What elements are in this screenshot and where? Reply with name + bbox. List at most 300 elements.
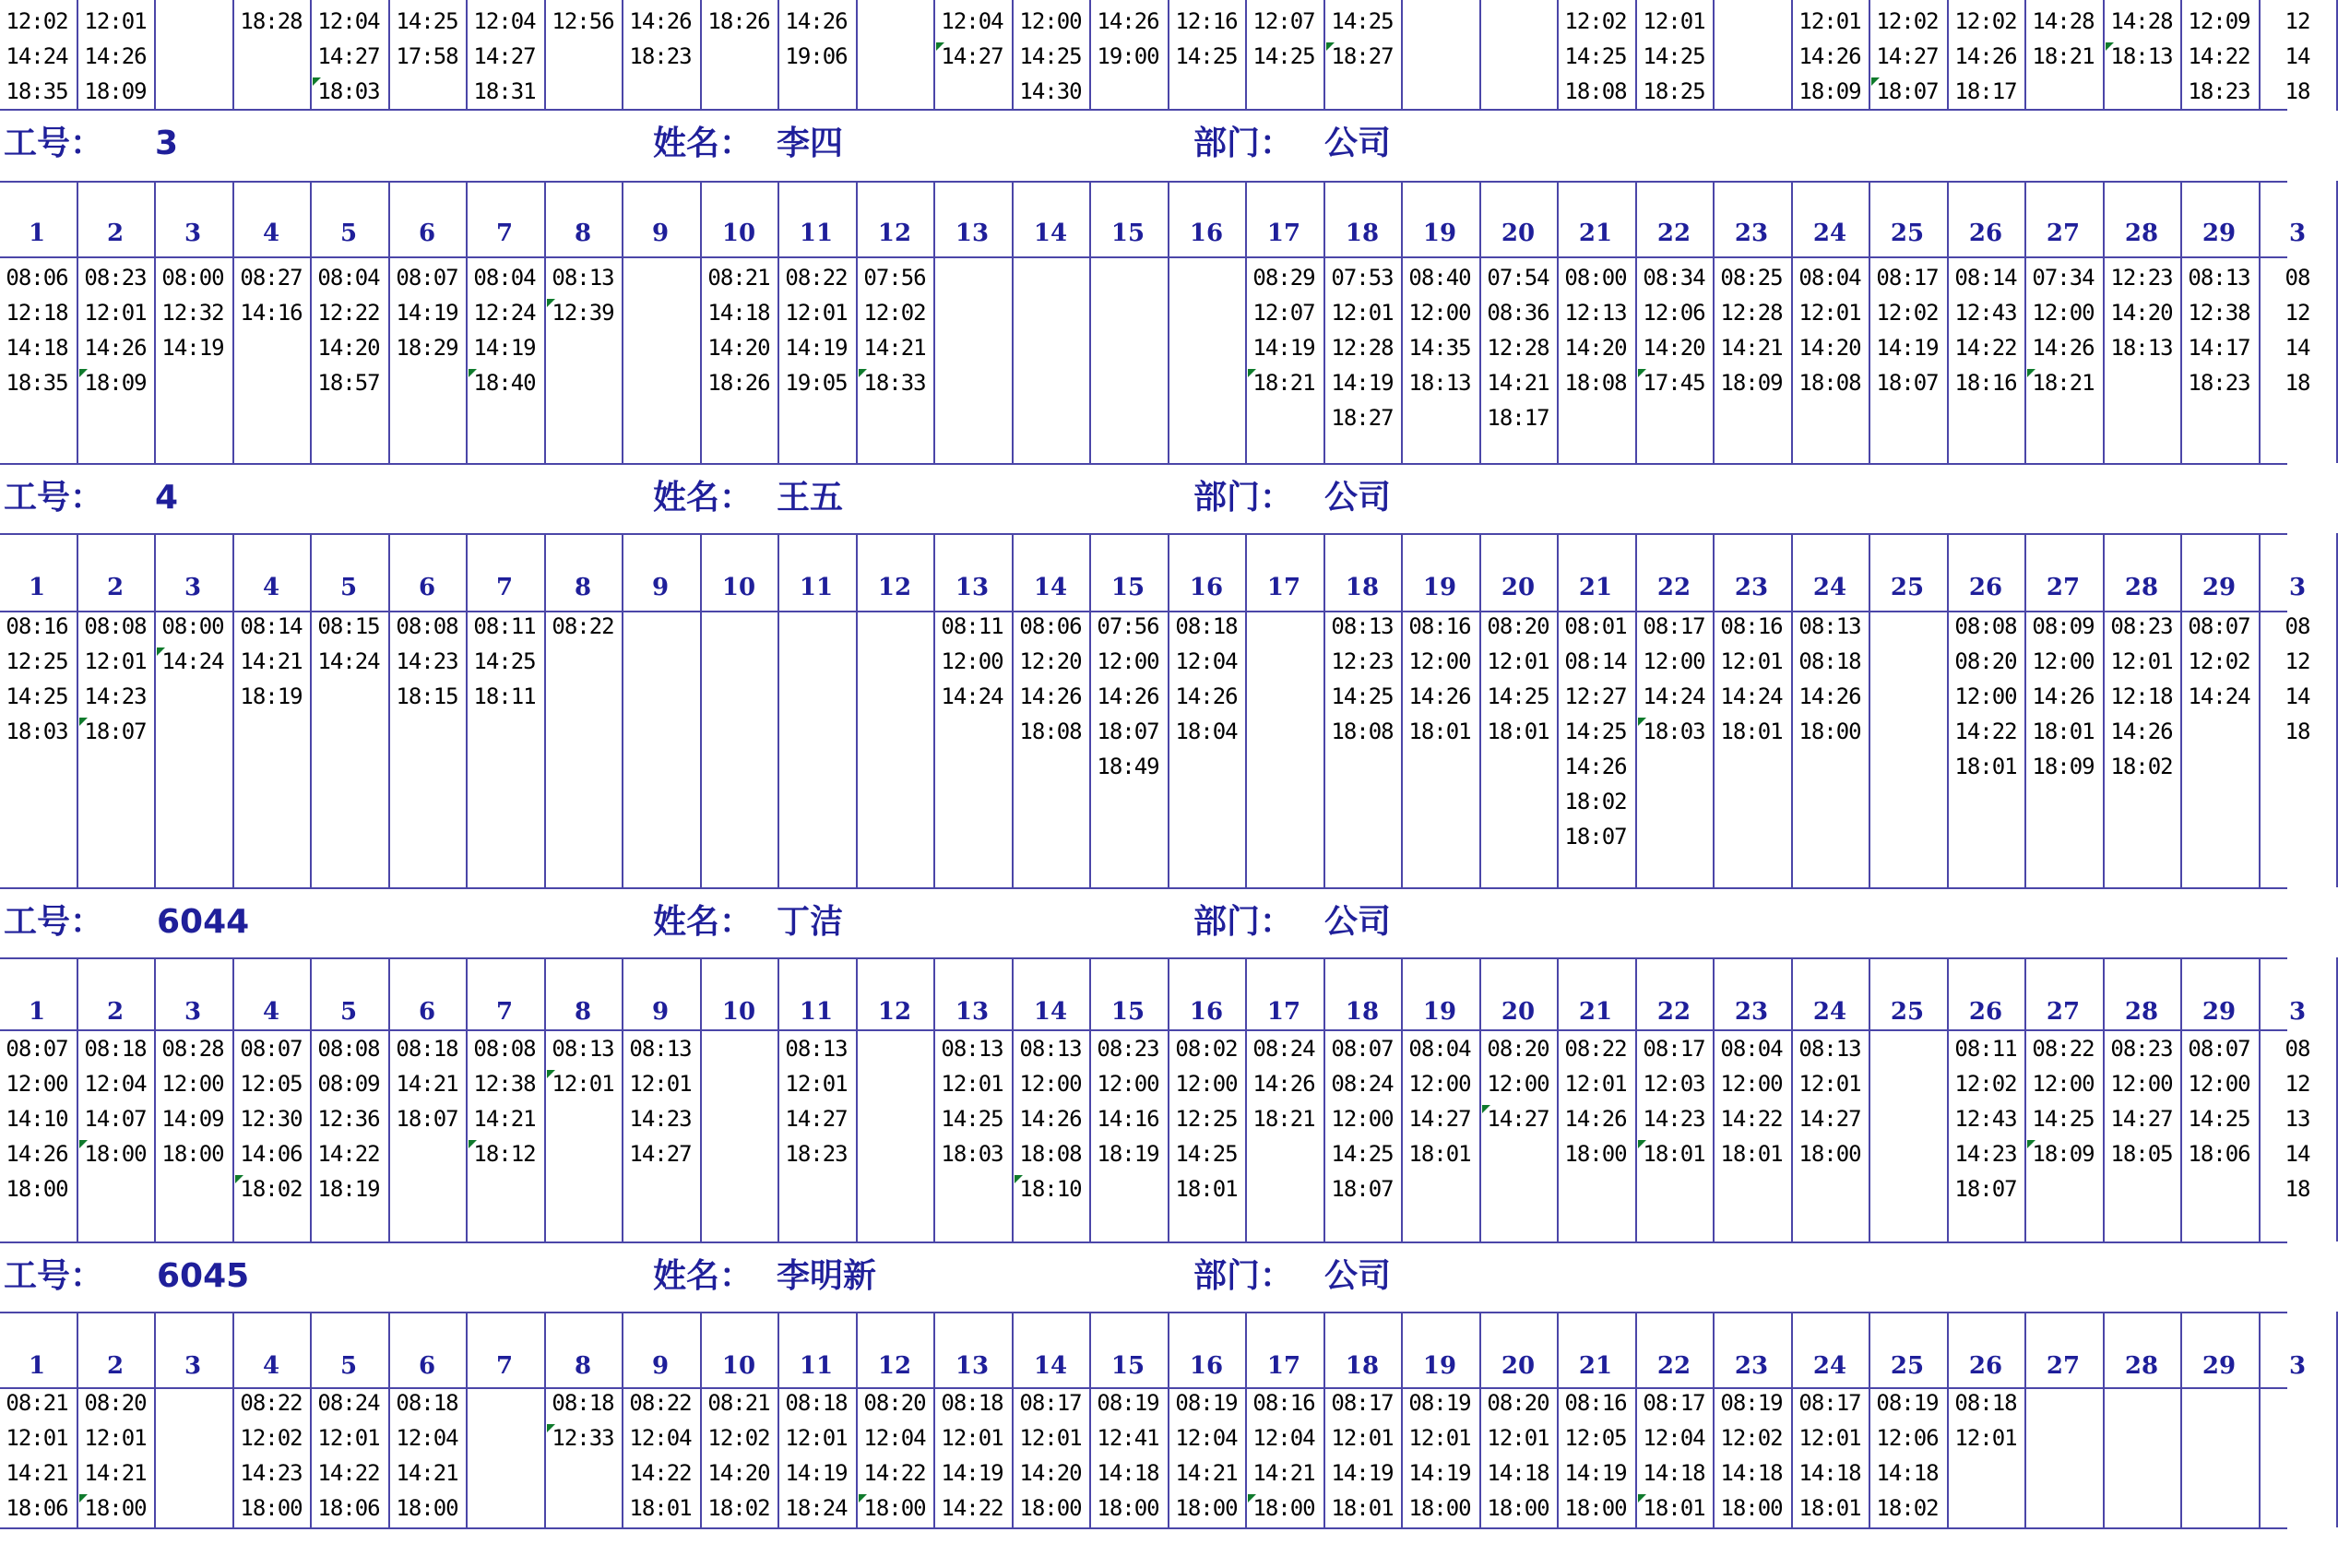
day-number: 23 bbox=[1734, 574, 1769, 601]
punch-day-5: 08:24 12:01 14:22 18:06 bbox=[317, 1390, 380, 1521]
punch-day-29: 08:07 12:00 14:25 18:06 bbox=[2188, 1036, 2250, 1167]
employee-id: 6044 bbox=[157, 903, 250, 941]
punch-day-1: 08:07 12:00 14:10 14:26 18:00 bbox=[6, 1036, 68, 1202]
punch-day-10: 08:21 12:02 14:20 18:02 bbox=[707, 1390, 770, 1521]
punch-day-22: 08:34 12:06 14:20 17:45 bbox=[1643, 265, 1705, 396]
punch-day-15: 08:23 12:00 14:16 18:19 bbox=[1097, 1036, 1159, 1167]
top-row-day-13: 12:04 14:27 bbox=[941, 8, 1003, 69]
employee-id: 3 bbox=[155, 125, 179, 162]
department-label: 部门： bbox=[1193, 1257, 1294, 1295]
day-number: 19 bbox=[1422, 574, 1457, 601]
day-number: 3 bbox=[184, 220, 202, 247]
divider-header-bottom bbox=[0, 957, 2287, 959]
day-number: 28 bbox=[2124, 1352, 2159, 1380]
day-number: 11 bbox=[799, 574, 834, 601]
top-row-day-24: 12:01 14:26 18:09 bbox=[1798, 8, 1861, 104]
day-number: 2 bbox=[106, 220, 125, 247]
note-marker bbox=[1638, 718, 1646, 726]
day-number: 15 bbox=[1110, 1352, 1145, 1380]
punch-day-11: 08:22 12:01 14:19 19:05 bbox=[785, 265, 848, 396]
day-number: 12 bbox=[877, 574, 912, 601]
day-number: 14 bbox=[1033, 220, 1068, 247]
day-number: 14 bbox=[1033, 574, 1068, 601]
punch-day-19: 08:40 12:00 14:35 18:13 bbox=[1408, 265, 1471, 396]
punch-day-10: 08:21 14:18 14:20 18:26 bbox=[707, 265, 770, 396]
punch-day-9: 08:22 12:04 14:22 18:01 bbox=[629, 1390, 692, 1521]
grid-line-block-3 bbox=[2180, 1312, 2182, 1527]
day-number: 20 bbox=[1501, 220, 1536, 247]
punch-day-6: 08:18 14:21 18:07 bbox=[396, 1036, 458, 1132]
note-marker bbox=[859, 369, 867, 377]
day-number: 8 bbox=[574, 220, 592, 247]
employee-id-label: 工号： bbox=[4, 479, 104, 517]
day-number: 29 bbox=[2202, 574, 2237, 601]
top-row-day-14: 12:00 14:25 14:30 bbox=[1019, 8, 1082, 104]
department-name: 公司 bbox=[1324, 479, 1392, 517]
day-number: 18 bbox=[1345, 220, 1380, 247]
punch-day-25: 08:19 12:06 14:18 18:02 bbox=[1876, 1390, 1939, 1521]
note-marker bbox=[859, 1494, 867, 1503]
top-row-day-29: 12:09 14:22 18:23 bbox=[2188, 8, 2250, 104]
day-number: 7 bbox=[495, 574, 514, 601]
punch-day-14: 08:17 12:01 14:20 18:00 bbox=[1019, 1390, 1082, 1521]
day-number: 24 bbox=[1812, 220, 1847, 247]
note-marker bbox=[79, 369, 88, 377]
day-number: 9 bbox=[651, 220, 670, 247]
top-row-day-9: 14:26 18:23 bbox=[629, 8, 692, 69]
grid-line-top bbox=[154, 0, 156, 111]
employee-name: 李明新 bbox=[777, 1257, 877, 1295]
day-number: 27 bbox=[2046, 998, 2081, 1026]
punch-day-18: 07:53 12:01 12:28 14:19 18:27 bbox=[1331, 265, 1394, 431]
day-number: 15 bbox=[1110, 998, 1145, 1026]
punch-day-25: 08:17 12:02 14:19 18:07 bbox=[1876, 265, 1939, 396]
day-number: 3 bbox=[184, 998, 202, 1026]
day-number: 22 bbox=[1656, 998, 1691, 1026]
punch-day-2: 08:23 12:01 14:26 18:09 bbox=[84, 265, 147, 396]
punch-day-20: 08:20 12:00 14:27 bbox=[1487, 1036, 1549, 1132]
punch-day-17: 08:24 14:26 18:21 bbox=[1252, 1036, 1315, 1132]
day-number: 16 bbox=[1189, 998, 1224, 1026]
top-row-day-7: 12:04 14:27 18:31 bbox=[473, 8, 536, 104]
note-marker bbox=[1248, 369, 1256, 377]
punch-day-7: 08:08 12:38 14:21 18:12 bbox=[473, 1036, 536, 1167]
day-number: 27 bbox=[2046, 220, 2081, 247]
day-number: 12 bbox=[877, 220, 912, 247]
day-number: 19 bbox=[1422, 1352, 1457, 1380]
day-number: 29 bbox=[2202, 998, 2237, 1026]
divider-block-end bbox=[0, 1241, 2287, 1243]
employee-name: 李四 bbox=[777, 125, 844, 162]
day-number: 24 bbox=[1812, 998, 1847, 1026]
day-number: 12 bbox=[877, 1352, 912, 1380]
day-number: 19 bbox=[1422, 220, 1457, 247]
day-number: 17 bbox=[1266, 220, 1301, 247]
note-marker bbox=[469, 369, 477, 377]
punch-day-7: 08:04 12:24 14:19 18:40 bbox=[473, 265, 536, 396]
punch-day-11: 08:18 12:01 14:19 18:24 bbox=[785, 1390, 848, 1521]
day-number: 25 bbox=[1890, 998, 1925, 1026]
day-number: 23 bbox=[1734, 220, 1769, 247]
grid-line-top bbox=[1479, 0, 1481, 111]
grid-line-top bbox=[1713, 0, 1715, 111]
employee-id: 4 bbox=[155, 479, 179, 517]
punch-day-28: 08:23 12:00 14:27 18:05 bbox=[2110, 1036, 2173, 1167]
punch-day-5: 08:15 14:24 bbox=[317, 613, 380, 674]
day-number: 7 bbox=[495, 1352, 514, 1380]
employee-name-label: 姓名： bbox=[653, 479, 754, 517]
top-row-day-17: 12:07 14:25 bbox=[1252, 8, 1315, 69]
top-row-day-22: 12:01 14:25 18:25 bbox=[1643, 8, 1705, 104]
day-number: 3 bbox=[2288, 998, 2307, 1026]
punch-day-2: 08:08 12:01 14:23 18:07 bbox=[84, 613, 147, 744]
punch-day-8: 08:13 12:01 bbox=[552, 1036, 614, 1097]
day-number: 25 bbox=[1890, 220, 1925, 247]
punch-day-24: 08:17 12:01 14:18 18:01 bbox=[1798, 1390, 1861, 1521]
employee-name-label: 姓名： bbox=[653, 1257, 754, 1295]
day-number: 10 bbox=[721, 220, 756, 247]
top-row-day-27: 14:28 18:21 bbox=[2032, 8, 2095, 69]
day-number: 4 bbox=[262, 1352, 280, 1380]
day-number: 9 bbox=[651, 998, 670, 1026]
punch-day-24: 08:04 12:01 14:20 18:08 bbox=[1798, 265, 1861, 396]
day-number: 9 bbox=[651, 1352, 670, 1380]
punch-day-14: 08:13 12:00 14:26 18:08 18:10 bbox=[1019, 1036, 1082, 1202]
day-number: 22 bbox=[1656, 220, 1691, 247]
top-row-day-16: 12:16 14:25 bbox=[1175, 8, 1238, 69]
note-marker bbox=[547, 1070, 555, 1078]
punch-day-8: 08:13 12:39 bbox=[552, 265, 614, 326]
employee-id: 6045 bbox=[157, 1257, 250, 1295]
day-number: 3 bbox=[2288, 220, 2307, 247]
day-number: 26 bbox=[1968, 1352, 2003, 1380]
grid-line-top bbox=[856, 0, 858, 111]
punch-day-12: 07:56 12:02 14:21 18:33 bbox=[863, 265, 926, 396]
divider-day-row-bottom bbox=[0, 256, 2287, 258]
employee-id-label: 工号： bbox=[4, 1257, 104, 1295]
punch-day-1: 08:16 12:25 14:25 18:03 bbox=[6, 613, 68, 744]
department-name: 公司 bbox=[1324, 125, 1392, 162]
punch-day-19: 08:19 12:01 14:19 18:00 bbox=[1408, 1390, 1471, 1521]
day-number: 3 bbox=[184, 574, 202, 601]
punch-day-4: 08:22 12:02 14:23 18:00 bbox=[240, 1390, 303, 1521]
day-number: 20 bbox=[1501, 574, 1536, 601]
punch-day-2: 08:20 12:01 14:21 18:00 bbox=[84, 1390, 147, 1521]
day-number: 1 bbox=[28, 220, 46, 247]
note-marker bbox=[1638, 1140, 1646, 1148]
day-number: 26 bbox=[1968, 574, 2003, 601]
day-number: 10 bbox=[721, 574, 756, 601]
day-number: 18 bbox=[1345, 998, 1380, 1026]
punch-day-23: 08:19 12:02 14:18 18:00 bbox=[1720, 1390, 1783, 1521]
punch-day-26: 08:14 12:43 14:22 18:16 bbox=[1954, 265, 2017, 396]
punch-day-8: 08:22 bbox=[552, 613, 614, 639]
day-number: 4 bbox=[262, 220, 280, 247]
day-number: 20 bbox=[1501, 998, 1536, 1026]
day-number: 21 bbox=[1578, 574, 1613, 601]
punch-day-13: 08:11 12:00 14:24 bbox=[941, 613, 1003, 709]
day-number: 25 bbox=[1890, 1352, 1925, 1380]
note-marker bbox=[1015, 1175, 1023, 1183]
day-number: 7 bbox=[495, 220, 514, 247]
top-row-day-4: 18:28 bbox=[240, 8, 303, 34]
top-row-day-18: 14:25 18:27 bbox=[1331, 8, 1394, 69]
punch-day-30: 08 12 14 18 bbox=[2285, 613, 2310, 744]
punch-day-6: 08:08 14:23 18:15 bbox=[396, 613, 458, 709]
punch-day-22: 08:17 12:04 14:18 18:01 bbox=[1643, 1390, 1705, 1521]
day-number: 16 bbox=[1189, 220, 1224, 247]
top-row-day-6: 14:25 17:58 bbox=[396, 8, 458, 69]
punch-day-30: 08 12 14 18 bbox=[2285, 265, 2310, 396]
top-row-day-5: 12:04 14:27 18:03 bbox=[317, 8, 380, 104]
punch-day-20: 08:20 12:01 14:25 18:01 bbox=[1487, 613, 1549, 744]
top-row-day-15: 14:26 19:00 bbox=[1097, 8, 1159, 69]
employee-id-label: 工号： bbox=[4, 903, 104, 941]
punch-day-27: 07:34 12:00 14:26 18:21 bbox=[2032, 265, 2095, 396]
top-row-day-25: 12:02 14:27 18:07 bbox=[1876, 8, 1939, 104]
note-marker bbox=[1871, 77, 1880, 86]
punch-day-18: 08:07 08:24 12:00 14:25 18:07 bbox=[1331, 1036, 1394, 1202]
punch-day-15: 08:19 12:41 14:18 18:00 bbox=[1097, 1390, 1159, 1521]
day-number: 2 bbox=[106, 1352, 125, 1380]
day-number: 10 bbox=[721, 1352, 756, 1380]
day-number: 5 bbox=[339, 1352, 358, 1380]
punch-day-19: 08:04 12:00 14:27 18:01 bbox=[1408, 1036, 1471, 1167]
day-number: 8 bbox=[574, 998, 592, 1026]
note-marker bbox=[2027, 1140, 2035, 1148]
punch-day-13: 08:13 12:01 14:25 18:03 bbox=[941, 1036, 1003, 1167]
punch-day-18: 08:13 12:23 14:25 18:08 bbox=[1331, 613, 1394, 744]
punch-day-24: 08:13 12:01 14:27 18:00 bbox=[1798, 1036, 1861, 1167]
divider-header-bottom bbox=[0, 1312, 2287, 1313]
day-number: 1 bbox=[28, 574, 46, 601]
punch-day-28: 08:23 12:01 12:18 14:26 18:02 bbox=[2110, 613, 2173, 779]
note-marker bbox=[79, 1140, 88, 1148]
punch-day-14: 08:06 12:20 14:26 18:08 bbox=[1019, 613, 1082, 744]
punch-day-27: 08:09 12:00 14:26 18:01 18:09 bbox=[2032, 613, 2095, 779]
day-number: 13 bbox=[955, 1352, 990, 1380]
day-number: 24 bbox=[1812, 574, 1847, 601]
note-marker bbox=[79, 1494, 88, 1503]
department-label: 部门： bbox=[1193, 479, 1294, 517]
day-number: 5 bbox=[339, 220, 358, 247]
day-number: 23 bbox=[1734, 1352, 1769, 1380]
top-row-day-21: 12:02 14:25 18:08 bbox=[1564, 8, 1627, 104]
divider-block-end bbox=[0, 887, 2287, 889]
punch-day-12: 08:20 12:04 14:22 18:00 bbox=[863, 1390, 926, 1521]
day-number: 18 bbox=[1345, 574, 1380, 601]
day-number: 27 bbox=[2046, 1352, 2081, 1380]
day-number: 29 bbox=[2202, 220, 2237, 247]
day-number: 8 bbox=[574, 1352, 592, 1380]
note-marker bbox=[936, 42, 944, 51]
grid-line-block-3 bbox=[466, 1312, 468, 1527]
grid-line-block-3 bbox=[2259, 1312, 2261, 1527]
department-name: 公司 bbox=[1324, 1257, 1392, 1295]
day-number: 15 bbox=[1110, 220, 1145, 247]
punch-day-27: 08:22 12:00 14:25 18:09 bbox=[2032, 1036, 2095, 1167]
punch-day-22: 08:17 12:00 14:24 18:03 bbox=[1643, 613, 1705, 744]
top-row-day-10: 18:26 bbox=[707, 8, 770, 34]
day-number: 11 bbox=[799, 998, 834, 1026]
day-number: 1 bbox=[28, 1352, 46, 1380]
day-number: 10 bbox=[721, 998, 756, 1026]
punch-day-19: 08:16 12:00 14:26 18:01 bbox=[1408, 613, 1471, 744]
day-number: 13 bbox=[955, 574, 990, 601]
day-number: 28 bbox=[2124, 998, 2159, 1026]
department-label: 部门： bbox=[1193, 903, 1294, 941]
punch-day-23: 08:25 12:28 14:21 18:09 bbox=[1720, 265, 1783, 396]
punch-day-15: 07:56 12:00 14:26 18:07 18:49 bbox=[1097, 613, 1159, 779]
day-number: 2 bbox=[106, 998, 125, 1026]
divider-block-end bbox=[0, 1527, 2287, 1529]
divider-top-end bbox=[0, 109, 2287, 111]
day-number: 21 bbox=[1578, 220, 1613, 247]
note-marker bbox=[313, 77, 321, 86]
day-number: 21 bbox=[1578, 1352, 1613, 1380]
day-number: 17 bbox=[1266, 998, 1301, 1026]
top-row-day-30: 12 14 18 bbox=[2285, 8, 2310, 104]
punch-day-29: 08:07 12:02 14:24 bbox=[2188, 613, 2250, 709]
day-number: 23 bbox=[1734, 998, 1769, 1026]
day-number: 27 bbox=[2046, 574, 2081, 601]
top-row-day-1: 12:02 14:24 18:35 bbox=[6, 8, 68, 104]
grid-line-block-3 bbox=[2024, 1312, 2026, 1527]
punch-day-26: 08:08 08:20 12:00 14:22 18:01 bbox=[1954, 613, 2017, 779]
day-number: 28 bbox=[2124, 220, 2159, 247]
punch-day-21: 08:16 12:05 14:19 18:00 bbox=[1564, 1390, 1627, 1521]
divider-header-bottom bbox=[0, 533, 2287, 535]
punch-day-26: 08:18 12:01 bbox=[1954, 1390, 2017, 1451]
note-marker bbox=[2106, 42, 2114, 51]
day-number: 8 bbox=[574, 574, 592, 601]
punch-day-21: 08:00 12:13 14:20 18:08 bbox=[1564, 265, 1627, 396]
punch-day-3: 08:00 14:24 bbox=[161, 613, 224, 674]
punch-day-5: 08:04 12:22 14:20 18:57 bbox=[317, 265, 380, 396]
punch-day-1: 08:06 12:18 14:18 18:35 bbox=[6, 265, 68, 396]
day-number: 22 bbox=[1656, 574, 1691, 601]
grid-line-block-3 bbox=[2103, 1312, 2105, 1527]
punch-day-29: 08:13 12:38 14:17 18:23 bbox=[2188, 265, 2250, 396]
punch-day-28: 12:23 14:20 18:13 bbox=[2110, 265, 2173, 361]
note-marker bbox=[547, 1424, 555, 1432]
day-number: 26 bbox=[1968, 998, 2003, 1026]
day-number: 5 bbox=[339, 998, 358, 1026]
note-marker bbox=[79, 718, 88, 726]
day-number: 17 bbox=[1266, 1352, 1301, 1380]
day-number: 9 bbox=[651, 574, 670, 601]
day-number: 14 bbox=[1033, 1352, 1068, 1380]
punch-day-21: 08:01 08:14 12:27 14:25 14:26 18:02 18:07 bbox=[1564, 613, 1627, 849]
day-number: 25 bbox=[1890, 574, 1925, 601]
day-number: 20 bbox=[1501, 1352, 1536, 1380]
divider-block-end bbox=[0, 463, 2287, 465]
day-number: 19 bbox=[1422, 998, 1457, 1026]
punch-day-7: 08:11 14:25 18:11 bbox=[473, 613, 536, 709]
punch-day-21: 08:22 12:01 14:26 18:00 bbox=[1564, 1036, 1627, 1167]
employee-name-label: 姓名： bbox=[653, 125, 754, 162]
employee-name-label: 姓名： bbox=[653, 903, 754, 941]
day-number: 13 bbox=[955, 220, 990, 247]
top-row-day-26: 12:02 14:26 18:17 bbox=[1954, 8, 2017, 104]
punch-day-24: 08:13 08:18 14:26 18:00 bbox=[1798, 613, 1861, 744]
day-number: 2 bbox=[106, 574, 125, 601]
day-number: 12 bbox=[877, 998, 912, 1026]
day-number: 5 bbox=[339, 574, 358, 601]
day-number: 15 bbox=[1110, 574, 1145, 601]
day-number: 1 bbox=[28, 998, 46, 1026]
punch-day-2: 08:18 12:04 14:07 18:00 bbox=[84, 1036, 147, 1167]
punch-day-16: 08:19 12:04 14:21 18:00 bbox=[1175, 1390, 1238, 1521]
day-number: 6 bbox=[418, 574, 436, 601]
punch-day-17: 08:16 12:04 14:21 18:00 bbox=[1252, 1390, 1315, 1521]
punch-day-30: 08 12 13 14 18 bbox=[2285, 1036, 2310, 1202]
punch-day-3: 08:00 12:32 14:19 bbox=[161, 265, 224, 361]
grid-line-block-3 bbox=[154, 1312, 156, 1527]
note-marker bbox=[2027, 369, 2035, 377]
grid-line-top bbox=[1401, 0, 1403, 111]
punch-day-23: 08:04 12:00 14:22 18:01 bbox=[1720, 1036, 1783, 1167]
day-number: 29 bbox=[2202, 1352, 2237, 1380]
punch-day-16: 08:02 12:00 12:25 14:25 18:01 bbox=[1175, 1036, 1238, 1202]
punch-day-9: 08:13 12:01 14:23 14:27 bbox=[629, 1036, 692, 1167]
note-marker bbox=[1638, 369, 1646, 377]
punch-day-22: 08:17 12:03 14:23 18:01 bbox=[1643, 1036, 1705, 1167]
day-number: 4 bbox=[262, 574, 280, 601]
day-number: 14 bbox=[1033, 998, 1068, 1026]
day-number: 3 bbox=[2288, 574, 2307, 601]
employee-name: 丁洁 bbox=[777, 903, 844, 941]
punch-day-20: 07:54 08:36 12:28 14:21 18:17 bbox=[1487, 265, 1549, 431]
day-number: 28 bbox=[2124, 574, 2159, 601]
punch-day-16: 08:18 12:04 14:26 18:04 bbox=[1175, 613, 1238, 744]
note-marker bbox=[1326, 42, 1335, 51]
department-label: 部门： bbox=[1193, 125, 1294, 162]
note-marker bbox=[235, 1175, 243, 1183]
punch-day-4: 08:14 14:21 18:19 bbox=[240, 613, 303, 709]
day-number: 26 bbox=[1968, 220, 2003, 247]
punch-day-4: 08:07 12:05 12:30 14:06 18:02 bbox=[240, 1036, 303, 1202]
punch-day-17: 08:29 12:07 14:19 18:21 bbox=[1252, 265, 1315, 396]
day-number: 6 bbox=[418, 220, 436, 247]
note-marker bbox=[547, 299, 555, 307]
punch-day-23: 08:16 12:01 14:24 18:01 bbox=[1720, 613, 1783, 744]
note-marker bbox=[1248, 1494, 1256, 1503]
day-number: 13 bbox=[955, 998, 990, 1026]
punch-day-6: 08:18 12:04 14:21 18:00 bbox=[396, 1390, 458, 1521]
day-number: 22 bbox=[1656, 1352, 1691, 1380]
day-number: 21 bbox=[1578, 998, 1613, 1026]
day-number: 18 bbox=[1345, 1352, 1380, 1380]
punch-day-20: 08:20 12:01 14:18 18:00 bbox=[1487, 1390, 1549, 1521]
day-number: 17 bbox=[1266, 574, 1301, 601]
punch-day-3: 08:28 12:00 14:09 18:00 bbox=[161, 1036, 224, 1167]
day-number: 6 bbox=[418, 1352, 436, 1380]
note-marker bbox=[1638, 1494, 1646, 1503]
punch-day-1: 08:21 12:01 14:21 18:06 bbox=[6, 1390, 68, 1521]
day-number: 11 bbox=[799, 1352, 834, 1380]
day-number: 24 bbox=[1812, 1352, 1847, 1380]
day-number: 6 bbox=[418, 998, 436, 1026]
note-marker bbox=[469, 1140, 477, 1148]
day-number: 7 bbox=[495, 998, 514, 1026]
top-row-day-8: 12:56 bbox=[552, 8, 614, 34]
top-row-day-2: 12:01 14:26 18:09 bbox=[84, 8, 147, 104]
employee-name: 王五 bbox=[777, 479, 844, 517]
punch-day-8: 08:18 12:33 bbox=[552, 1390, 614, 1451]
day-number: 16 bbox=[1189, 1352, 1224, 1380]
punch-day-11: 08:13 12:01 14:27 18:23 bbox=[785, 1036, 848, 1167]
